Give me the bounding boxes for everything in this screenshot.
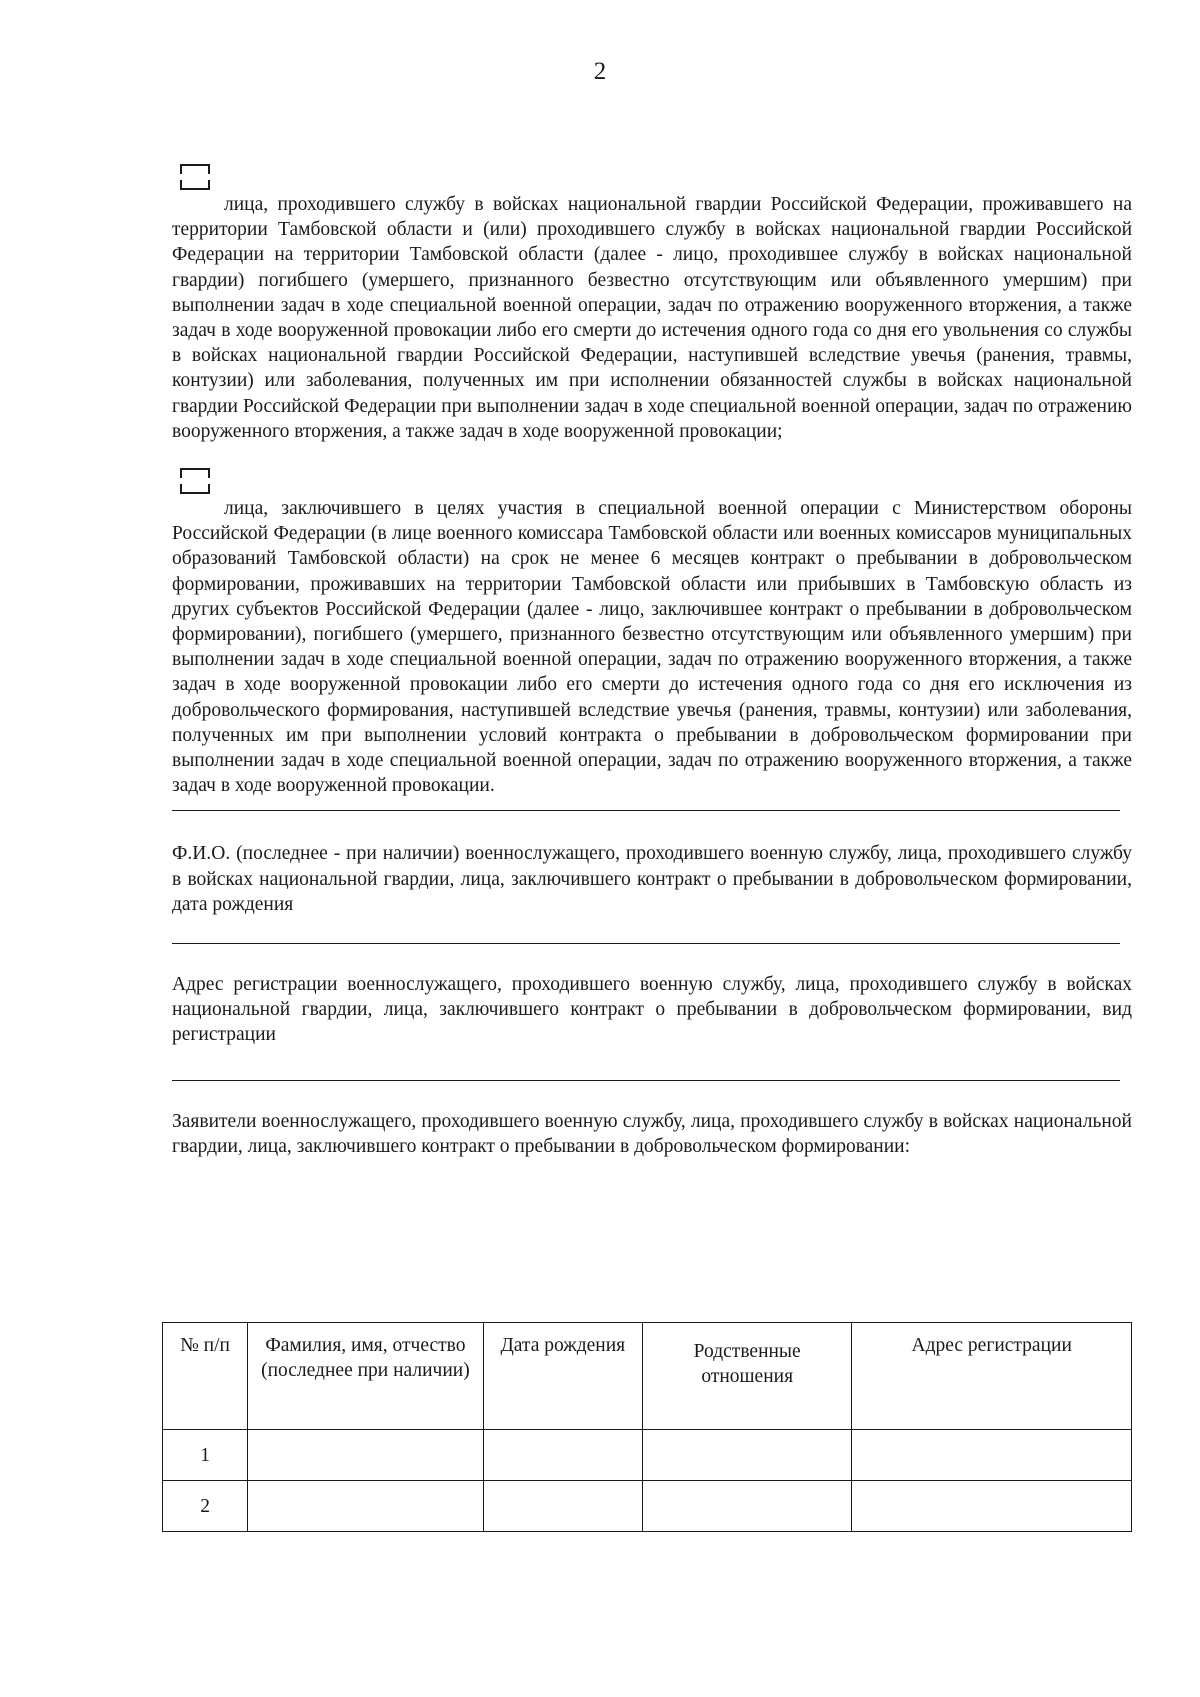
header-name: Фамилия, имя, отчество (последнее при наличии) — [248, 1323, 483, 1430]
fio-label: Ф.И.О. (последнее - при наличии) военнослужащего, проходившего военную службу, лица, проходившего службу в войсках национальной гвардии, лица, заключившего контракт о пребывании в добровольческом формировании, дата рождения — [172, 843, 1132, 915]
checkbox-national-guard[interactable] — [180, 164, 206, 190]
checkbox-volunteer-contract[interactable] — [180, 468, 206, 494]
header-address: Адрес регистрации — [852, 1323, 1132, 1430]
paragraph-national-guard — [172, 192, 1132, 444]
header-birth-date: Дата рождения — [483, 1323, 642, 1430]
address-label: Адрес регистрации военнослужащего, проходившего военную службу, лица, проходившего службу в войсках национальной гвардии, лица, заключившего контракт о пребывании в добровольческом формировании, вид регистрации — [172, 974, 1132, 1046]
paragraph-volunteer-contract-text: лица, заключившего в целях участия в специальной военной операции с Министерством обороны Российской Федерации (в лице военного комиссара Тамбовской области или военных комиссаров муниципальных образований Тамбовской области) на срок не менее 6 месяцев контракт о пребывании в добровольческом формировании, проживавших на территории Тамбовской области или прибывших в Тамбовскую область из других субъектов Российской Федерации (далее - лицо, заключившее контракт о пребывании в добровольческом формировании), погибшего (умершего, признанного безвестно отсутствующим или объявленного умершим) при выполнении задач в ходе специальной военной операции, задач по отражению вооруженного вторжения, а также задач в ходе вооруженной провокации либо его смерти до истечения одного года со дня его исключения из добровольческого формирования, наступившей вследствие увечья (ранения, травмы, контузии) или заболевания, полученных им при выполнении условий контракта о пребывании в добровольческом формировании при выполнении задач в ходе специальной военной операции, задач по отражению вооруженного вторжения, а также задач в ходе вооруженной провокации. — [172, 498, 1132, 797]
header-relation: Родственные отношения — [642, 1323, 851, 1430]
applicants-table — [162, 1322, 1132, 1532]
page-number: 2 — [593, 58, 607, 85]
document-body — [172, 162, 1132, 1159]
cell-birth-date[interactable] — [483, 1481, 642, 1532]
cell-address[interactable] — [852, 1481, 1132, 1532]
cell-num: 2 — [163, 1481, 248, 1532]
table-row — [163, 1430, 1132, 1481]
registration-input-line[interactable] — [172, 1080, 1120, 1081]
cell-birth-date[interactable] — [483, 1430, 642, 1481]
cell-name[interactable] — [248, 1430, 483, 1481]
cell-name[interactable] — [248, 1481, 483, 1532]
fio-input-line[interactable] — [172, 810, 1120, 811]
table-row — [163, 1481, 1132, 1532]
cell-num: 1 — [163, 1430, 248, 1481]
address-input-line[interactable] — [172, 943, 1120, 944]
header-num: № п/п — [163, 1323, 248, 1430]
cell-relation[interactable] — [642, 1430, 851, 1481]
applicants-label: Заявители военнослужащего, проходившего военную службу, лица, проходившего службу в войсках национальной гвардии, лица, заключившего контракт о пребывании в добровольческом формировании: — [172, 1110, 1132, 1157]
table-header-row — [163, 1323, 1132, 1430]
cell-relation[interactable] — [642, 1481, 851, 1532]
paragraph-national-guard-text: лица, проходившего службу в войсках национальной гвардии Российской Федерации, проживавшего на территории Тамбовской области и (или) проходившего службу в войсках национальной гвардии Российской Федерации на территории Тамбовской области (далее - лицо, проходившее службу в войсках национальной гвардии) погибшего (умершего, признанного безвестно отсутствующим или объявленного умершим) при выполнении задач в ходе специальной военной операции, задач по отражению вооруженного вторжения, а также задач в ходе вооруженной провокации либо его смерти до истечения одного года со дня его увольнения со службы в войсках национальной гвардии Российской Федерации, наступившей вследствие увечья (ранения, травмы, контузии) или заболевания, полученных им при исполнении обязанностей службы в войсках национальной гвардии Российской Федерации при выполнении задач в ходе специальной военной операции, задач по отражению вооруженного вторжения, а также задач в ходе вооруженной провокации; — [172, 194, 1132, 442]
cell-address[interactable] — [852, 1430, 1132, 1481]
paragraph-volunteer-contract — [172, 496, 1132, 798]
